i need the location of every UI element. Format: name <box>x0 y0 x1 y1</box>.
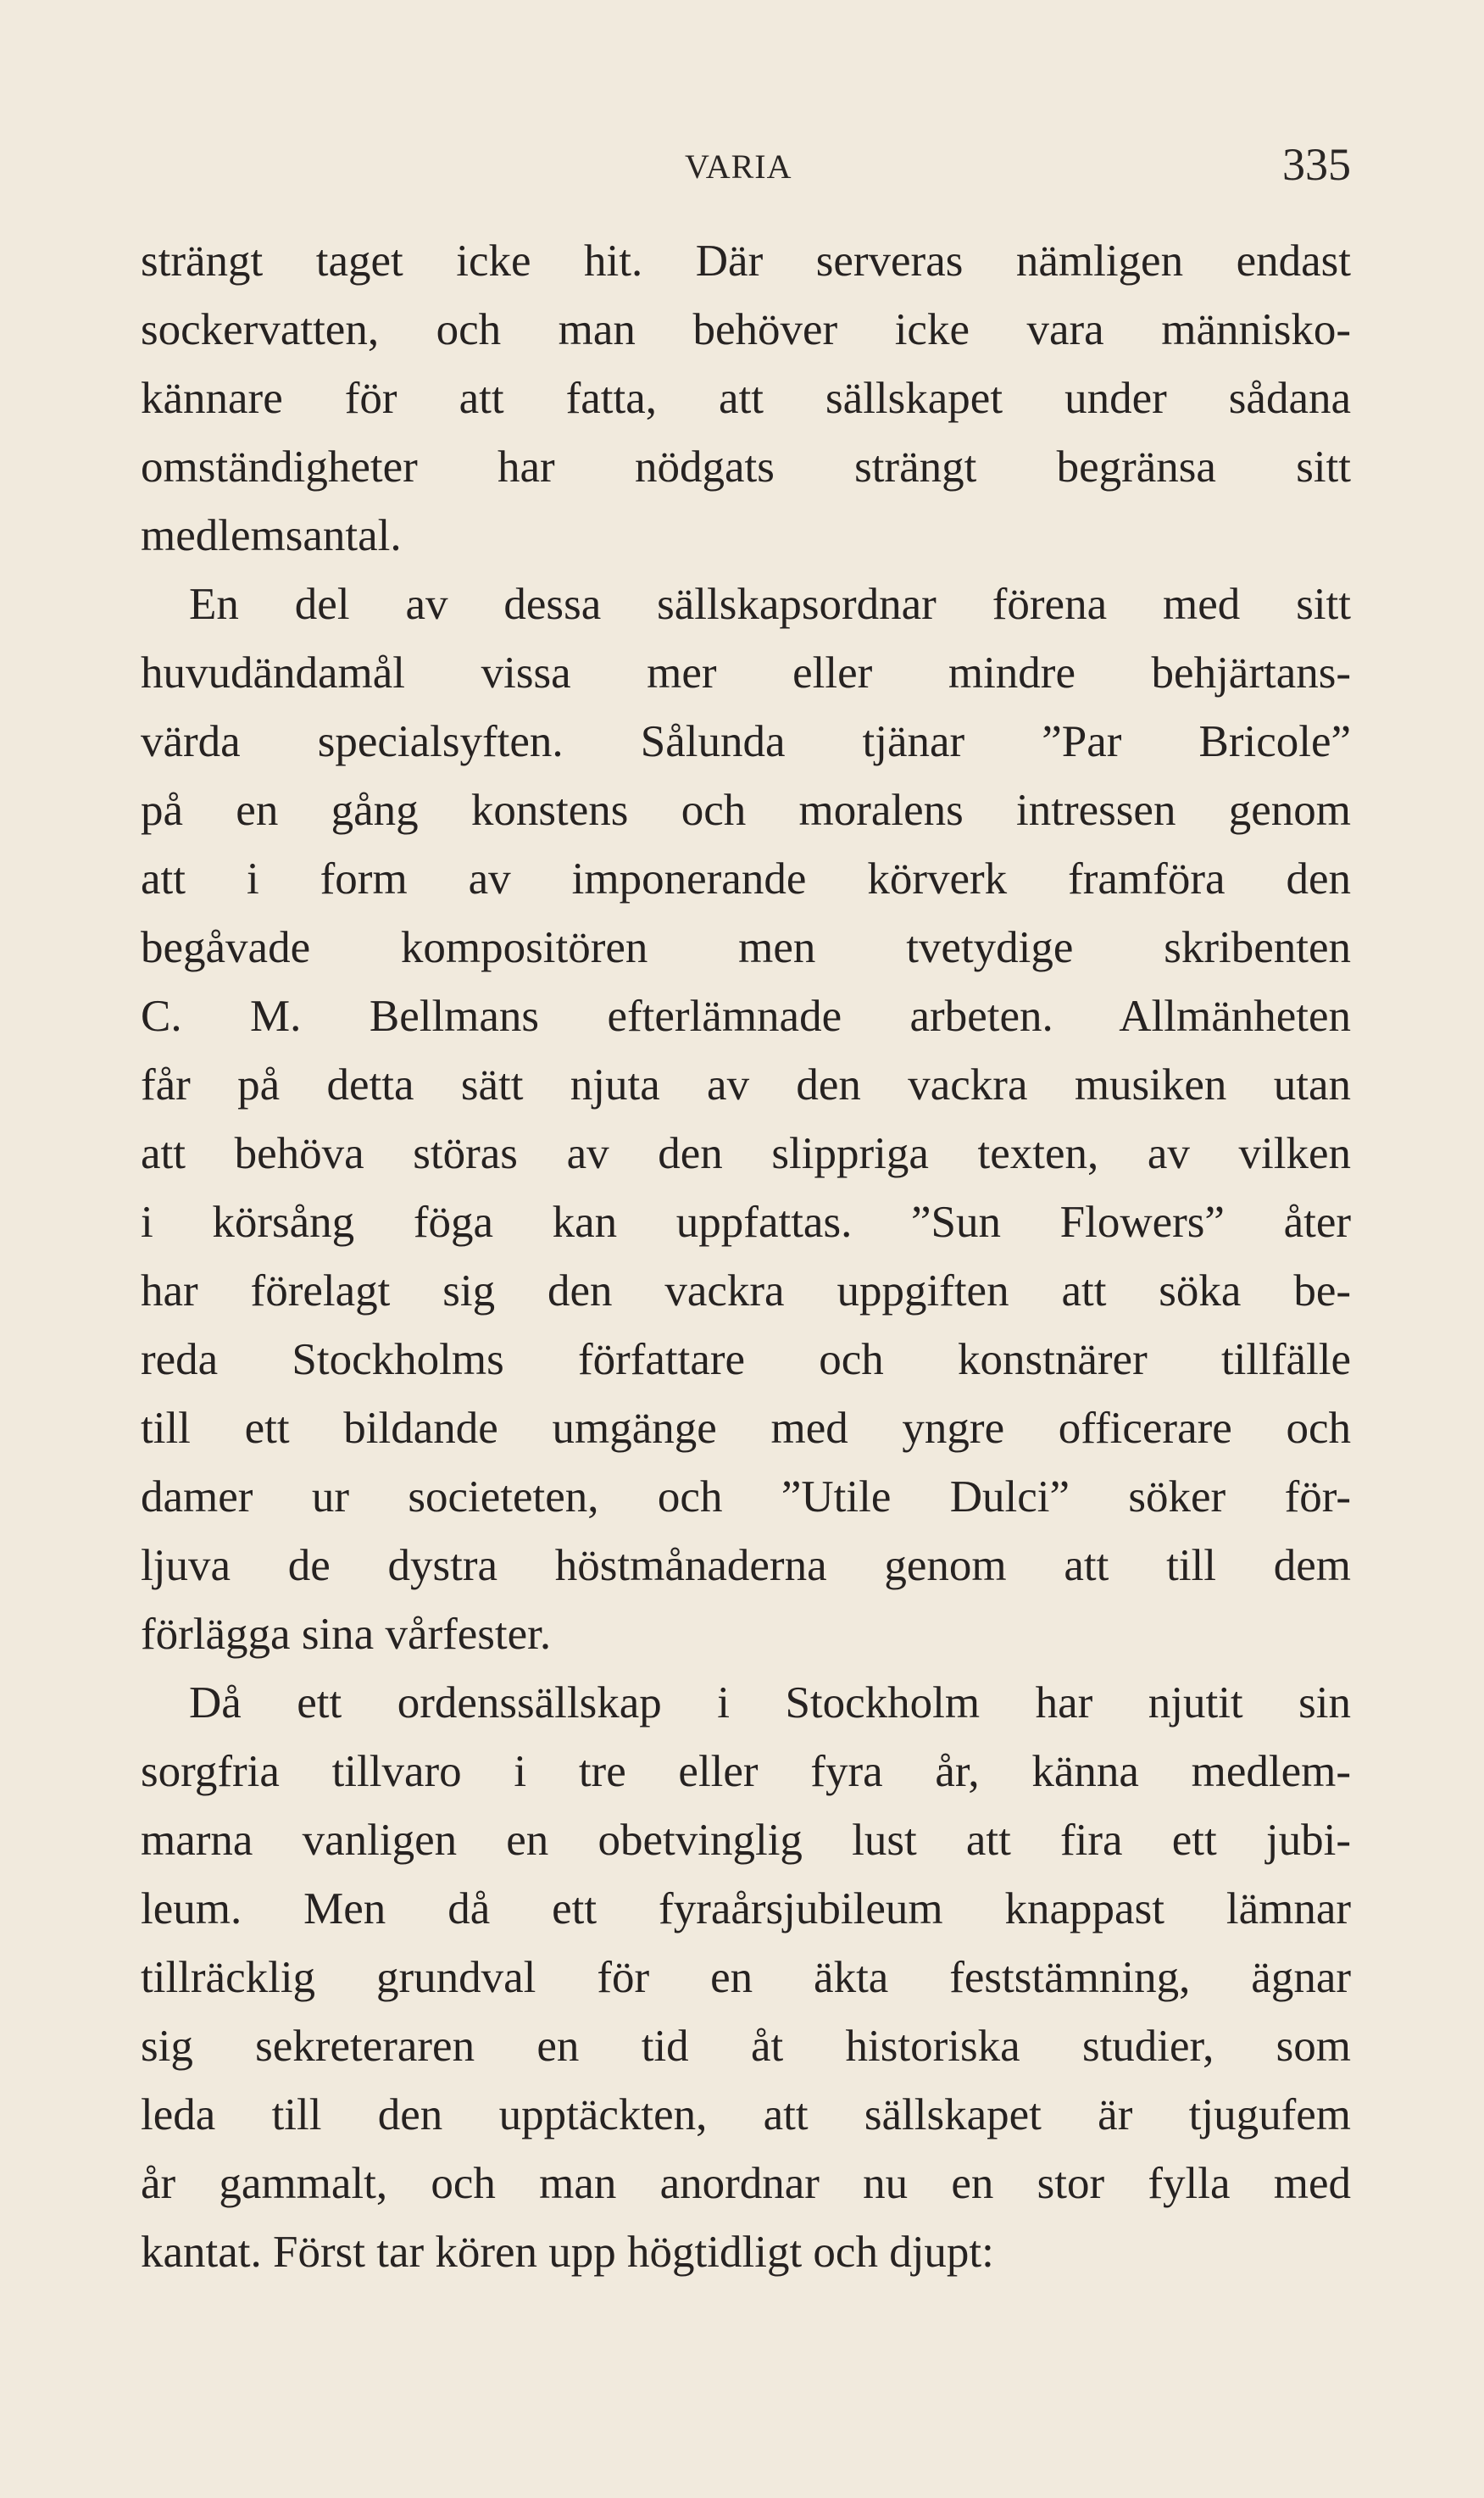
text-line: har förelagt sig den vackra uppgiften att söka be- <box>141 1266 1351 1316</box>
text-line: att i form av imponerande körverk framföra den <box>141 854 1351 904</box>
paragraph <box>141 227 1351 570</box>
text-line: Då ett ordenssällskap i Stockholm har njutit sin <box>189 1678 1351 1727</box>
text-line: till ett bildande umgänge med yngre officerare och <box>141 1404 1351 1453</box>
text-line: huvudändamål vissa mer eller mindre behjärtans- <box>141 648 1351 698</box>
text-line: på en gång konstens och moralens intressen genom <box>141 786 1351 835</box>
text-line: damer ur societeten, och ”Utile Dulci” söker för- <box>141 1472 1351 1522</box>
text-line: omständigheter har nödgats strängt begränsa sitt <box>141 442 1351 492</box>
text-line: leda till den upptäckten, att sällskapet är tjugufem <box>141 2090 1351 2139</box>
text-line: sockervatten, och man behöver icke vara människo- <box>141 305 1351 354</box>
text-line: år gammalt, och man anordnar nu en stor fylla med <box>141 2159 1351 2208</box>
text-line: sorgfria tillvaro i tre eller fyra år, känna medlem- <box>141 1747 1351 1796</box>
text-line: begåvade kompositören men tvetydige skribenten <box>141 923 1351 972</box>
text-line: att behöva störas av den slippriga texten, av vilken <box>141 1129 1351 1178</box>
text-line: i körsång föga kan uppfattas. ”Sun Flowers” åter <box>141 1198 1351 1247</box>
paragraph <box>141 1669 1351 2287</box>
text-line: kantat. Först tar kören upp högtidligt och djupt: <box>141 2228 994 2277</box>
text-line: får på detta sätt njuta av den vackra musiken utan <box>141 1060 1351 1110</box>
text-line: leum. Men då ett fyraårsjubileum knappast lämnar <box>141 1884 1351 1933</box>
text-line: strängt taget icke hit. Där serveras nämligen endast <box>141 236 1351 286</box>
paragraph <box>141 570 1351 1669</box>
running-header <box>141 138 1351 189</box>
text-line: ljuva de dystra höstmånaderna genom att till dem <box>141 1541 1351 1590</box>
text-line: värda specialsyften. Sålunda tjänar ”Par Bricole” <box>141 717 1351 766</box>
text-line: marna vanligen en obetvinglig lust att fira ett jubi- <box>141 1816 1351 1865</box>
text-line: kännare för att fatta, att sällskapet under sådana <box>141 374 1351 423</box>
text-line: medlemsantal. <box>141 511 402 560</box>
text-line: reda Stockholms författare och konstnärer tillfälle <box>141 1335 1351 1384</box>
text-line: C. M. Bellmans efterlämnade arbeten. Allmänheten <box>141 992 1351 1041</box>
body-text <box>141 227 1351 2287</box>
text-line: sig sekreteraren en tid åt historiska studier, som <box>141 2022 1351 2071</box>
text-line: tillräcklig grundval för en äkta feststämning, ägnar <box>141 1953 1351 2002</box>
running-head-title: VARIA <box>685 147 792 186</box>
page-number: 335 <box>1282 139 1351 190</box>
text-line: En del av dessa sällskapsordnar förena med sitt <box>189 580 1351 629</box>
text-line: förlägga sina vårfester. <box>141 1610 552 1659</box>
